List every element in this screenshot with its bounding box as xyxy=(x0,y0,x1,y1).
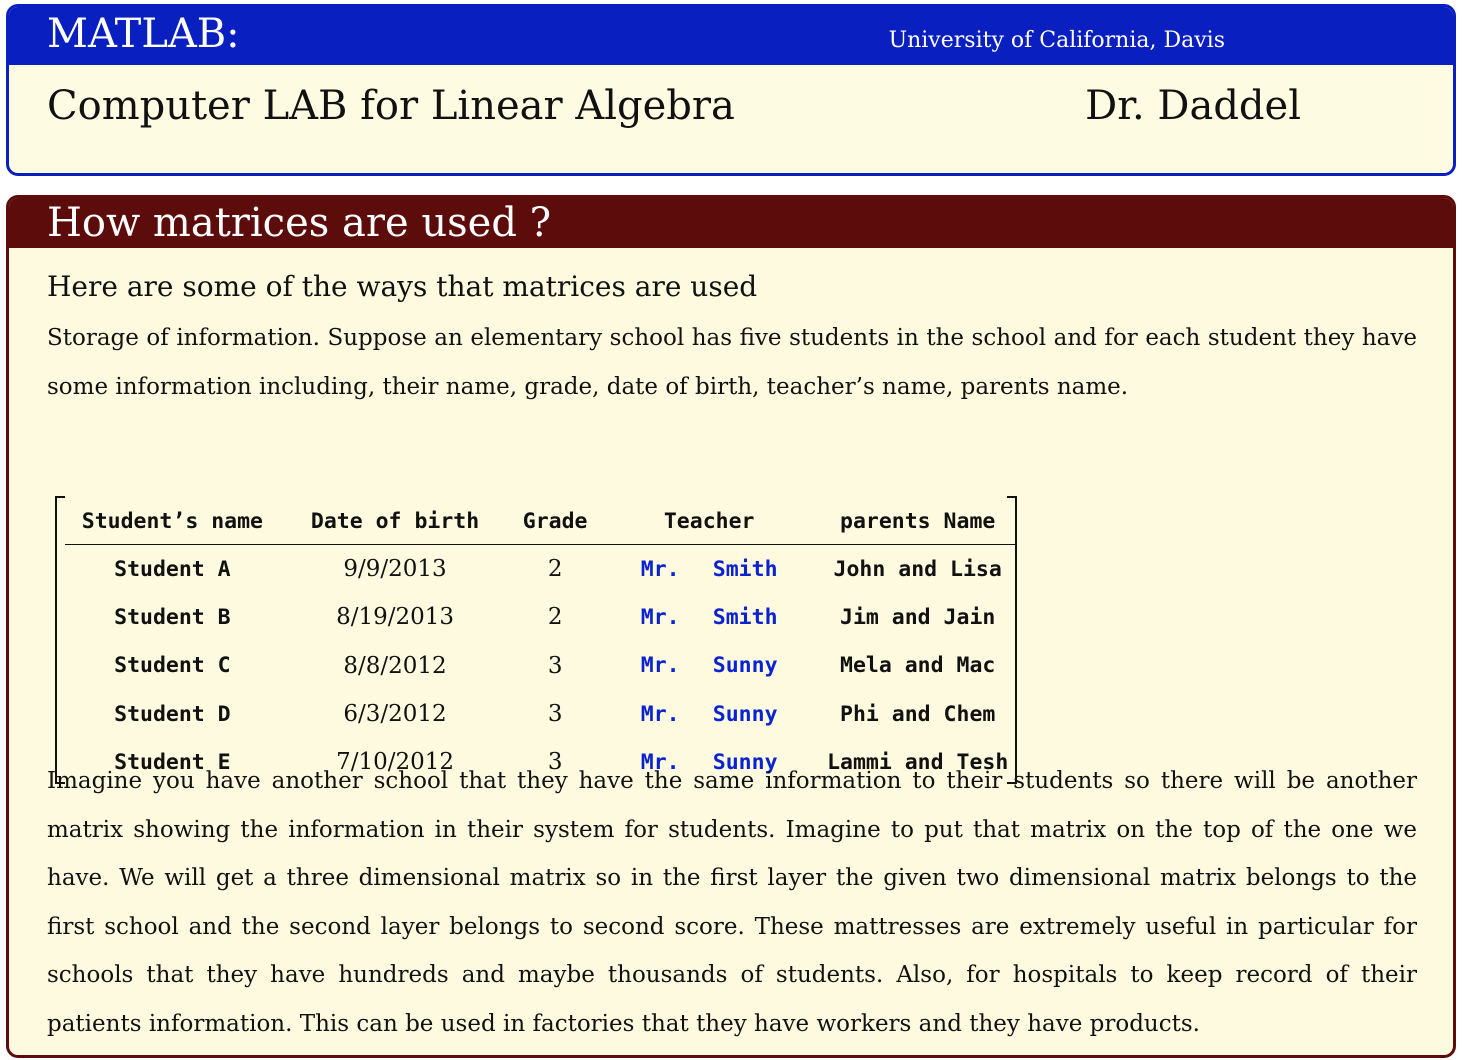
header-box xyxy=(6,4,1456,176)
column-header: Date of birth xyxy=(280,498,511,545)
student-table xyxy=(65,498,1017,786)
student-name: Student E xyxy=(114,749,231,775)
student-name: Student B xyxy=(114,604,231,630)
parents-name: Mela and Mac xyxy=(840,653,996,679)
student-matrix xyxy=(55,496,1017,784)
section-title: How matrices are used ? xyxy=(47,200,552,246)
grade: 3 xyxy=(547,701,563,728)
date-of-birth: 7/10/2012 xyxy=(336,749,454,776)
date-of-birth: 8/8/2012 xyxy=(343,652,447,679)
header-bar xyxy=(9,7,1453,65)
section-content xyxy=(47,248,1417,1037)
parents-name: Lammi and Tesh xyxy=(827,749,1009,775)
course-title: Computer LAB for Linear Algebra xyxy=(47,83,735,129)
teacher-name: Sunny xyxy=(712,653,778,679)
grade: 2 xyxy=(547,604,563,631)
section-title-bar xyxy=(9,198,1453,248)
teacher-name: Smith xyxy=(712,604,778,630)
column-header: Grade xyxy=(510,498,600,545)
teacher xyxy=(600,545,818,594)
lead-text: Here are some of the ways that matrices are used xyxy=(47,270,758,303)
teacher-prefix: Mr. xyxy=(640,653,680,679)
teacher xyxy=(600,593,818,641)
table-header-row xyxy=(65,498,1017,545)
paragraph-three-dimensional: Imagine you have another school that they have the same information to their students so there will be another matrix showing the information in their system for students. Imagine to put that matrix on the top of the one we have. We will get a three dimensional matrix so in the first layer the given two dimensional matrix belongs to the first school and the second layer belongs to second score. These mattresses are extremely useful in particular for schools that they have hundreds and maybe thousands of students. Also, for hospitals to keep record of their patients information. This can be used in factories that they have workers and they have products. xyxy=(47,768,1417,1037)
grade: 3 xyxy=(547,652,563,679)
teacher xyxy=(600,690,818,738)
paragraph-storage: Storage of information. Suppose an elementary school has five students in the school and for each student they have some information including, their name, grade, date of birth, teacher’s name, parents name. xyxy=(47,325,1417,400)
grade: 2 xyxy=(547,556,563,583)
author-name: Dr. Daddel xyxy=(1085,83,1301,129)
column-header: Student’s name xyxy=(65,498,280,545)
parents-name: Phi and Chem xyxy=(840,701,996,727)
teacher-prefix: Mr. xyxy=(640,749,680,775)
student-name: Student A xyxy=(114,556,231,582)
date-of-birth: 9/9/2013 xyxy=(343,556,447,583)
header-title: MATLAB: xyxy=(47,11,240,57)
parents-name: John and Lisa xyxy=(833,556,1002,582)
teacher-name: Smith xyxy=(712,556,778,582)
grade: 3 xyxy=(547,749,563,776)
teacher-prefix: Mr. xyxy=(640,556,680,582)
date-of-birth: 8/19/2013 xyxy=(336,604,454,631)
teacher-prefix: Mr. xyxy=(640,604,680,630)
table-row xyxy=(65,593,1017,641)
parents-name: Jim and Jain xyxy=(840,604,996,630)
date-of-birth: 6/3/2012 xyxy=(343,701,447,728)
table-row xyxy=(65,642,1017,690)
teacher-name: Sunny xyxy=(712,749,778,775)
student-name: Student C xyxy=(114,653,231,679)
left-bracket xyxy=(55,496,65,784)
column-header: parents Name xyxy=(818,498,1017,545)
table-row xyxy=(65,545,1017,594)
student-name: Student D xyxy=(114,701,231,727)
teacher xyxy=(600,642,818,690)
institution-name: University of California, Davis xyxy=(888,28,1225,53)
teacher-prefix: Mr. xyxy=(640,701,680,727)
main-box xyxy=(6,195,1456,1058)
teacher-name: Sunny xyxy=(712,701,778,727)
table-row xyxy=(65,690,1017,738)
column-header: Teacher xyxy=(600,498,818,545)
